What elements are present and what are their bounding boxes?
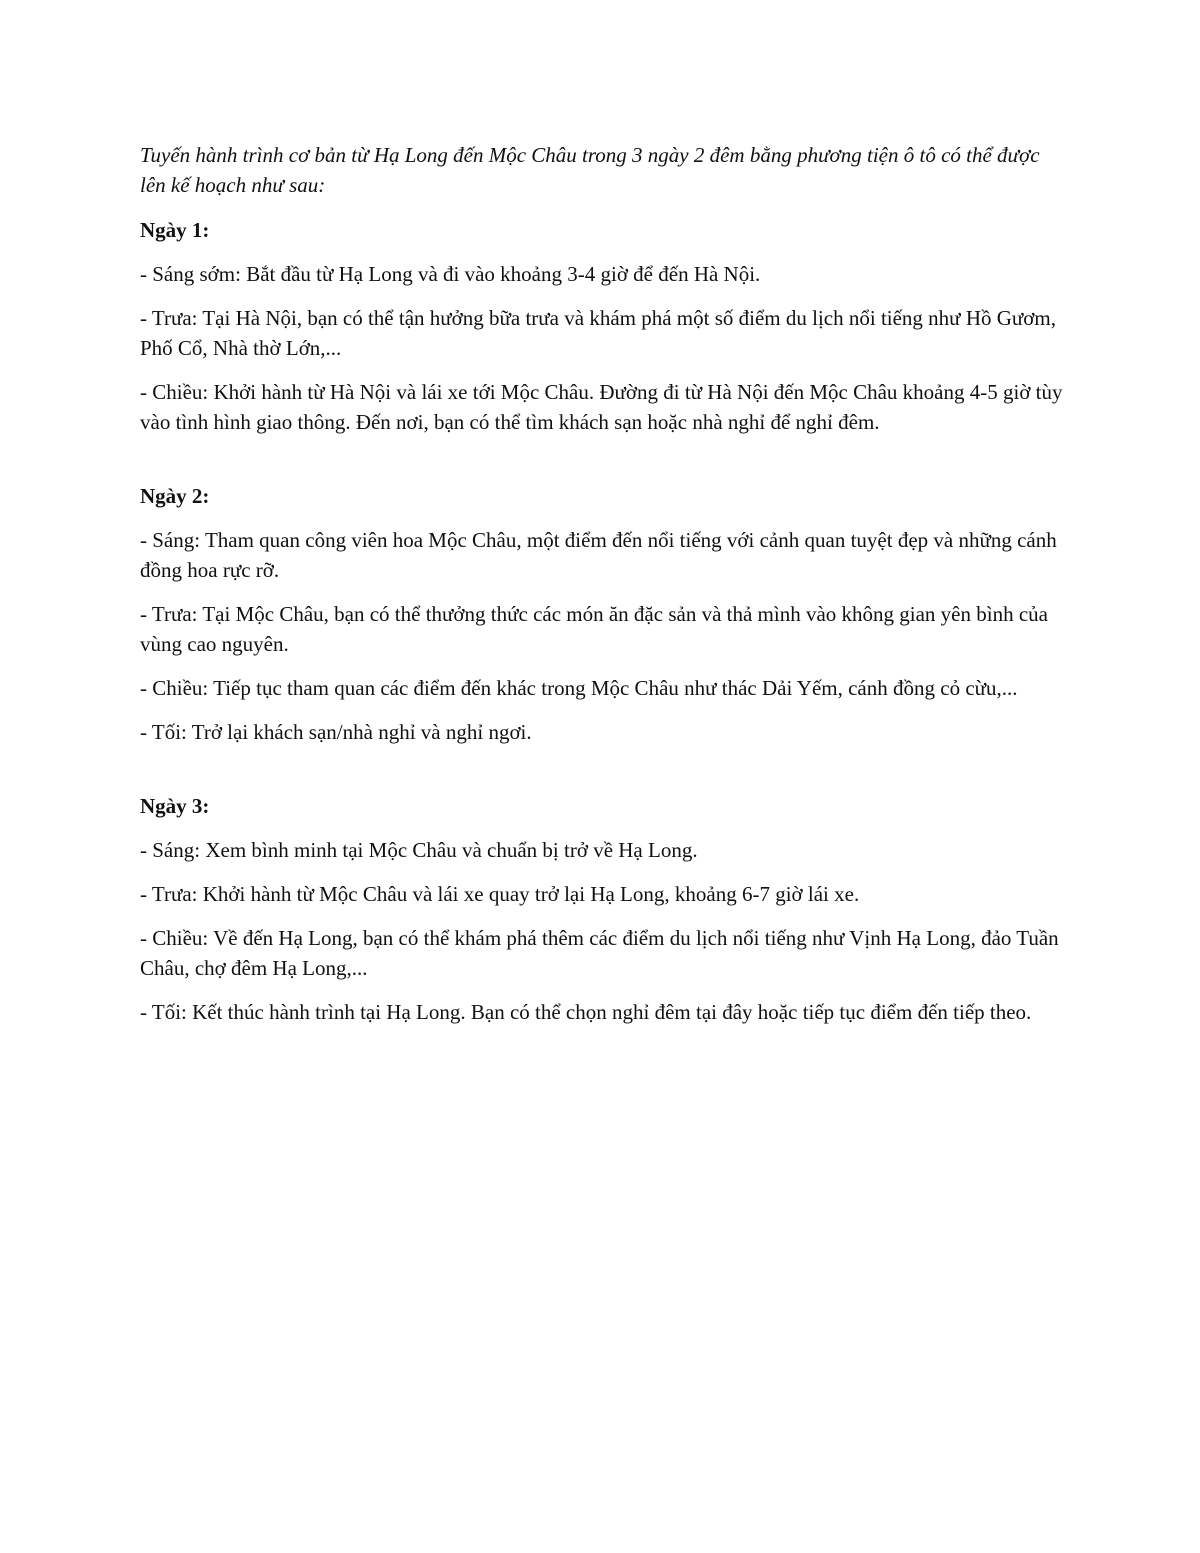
day-1-noon-item: - Trưa: Tại Hà Nội, bạn có thể tận hưởng bữa trưa và khám phá một số điểm du lịch nổi tiếng như Hồ Gươm, Phố Cổ, Nhà thờ Lớn,... xyxy=(140,306,1056,360)
day-2-section xyxy=(140,481,1065,747)
intro-paragraph: Tuyến hành trình cơ bản từ Hạ Long đến Mộc Châu trong 3 ngày 2 đêm bằng phương tiện ô tô có thể được lên kế hoạch như sau: xyxy=(140,143,1040,197)
day-3-afternoon-item: - Chiều: Về đến Hạ Long, bạn có thể khám phá thêm các điểm du lịch nổi tiếng như Vịnh Hạ Long, đảo Tuần Châu, chợ đêm Hạ Long,... xyxy=(140,926,1059,980)
day-1-morning-item: - Sáng sớm: Bắt đầu từ Hạ Long và đi vào khoảng 3-4 giờ để đến Hà Nội. xyxy=(140,262,761,286)
day-2-morning-item: - Sáng: Tham quan công viên hoa Mộc Châu, một điểm đến nổi tiếng với cảnh quan tuyệt đẹp và những cánh đồng hoa rực rỡ. xyxy=(140,528,1057,582)
day-1-heading: Ngày 1: xyxy=(140,218,210,242)
day-3-evening-item: - Tối: Kết thúc hành trình tại Hạ Long. Bạn có thể chọn nghỉ đêm tại đây hoặc tiếp tục điểm đến tiếp theo. xyxy=(140,1000,1032,1024)
day-2-heading: Ngày 2: xyxy=(140,484,210,508)
day-1-section xyxy=(140,215,1065,437)
day-1-afternoon-item: - Chiều: Khởi hành từ Hà Nội và lái xe tới Mộc Châu. Đường đi từ Hà Nội đến Mộc Châu khoảng 4-5 giờ tùy vào tình hình giao thông. Đến nơi, bạn có thể tìm khách sạn hoặc nhà nghỉ để nghỉ đêm. xyxy=(140,380,1063,434)
day-3-heading: Ngày 3: xyxy=(140,794,210,818)
day-2-afternoon-item: - Chiều: Tiếp tục tham quan các điểm đến khác trong Mộc Châu như thác Dải Yếm, cánh đồng cỏ cừu,... xyxy=(140,676,1018,700)
day-3-morning-item: - Sáng: Xem bình minh tại Mộc Châu và chuẩn bị trở về Hạ Long. xyxy=(140,838,698,862)
day-2-noon-item: - Trưa: Tại Mộc Châu, bạn có thể thưởng thức các món ăn đặc sản và thả mình vào không gian yên bình của vùng cao nguyên. xyxy=(140,602,1048,656)
day-3-section xyxy=(140,791,1065,1027)
day-2-evening-item: - Tối: Trở lại khách sạn/nhà nghỉ và nghỉ ngơi. xyxy=(140,720,532,744)
day-3-noon-item: - Trưa: Khởi hành từ Mộc Châu và lái xe quay trở lại Hạ Long, khoảng 6-7 giờ lái xe. xyxy=(140,882,860,906)
document-page xyxy=(140,140,1065,1041)
